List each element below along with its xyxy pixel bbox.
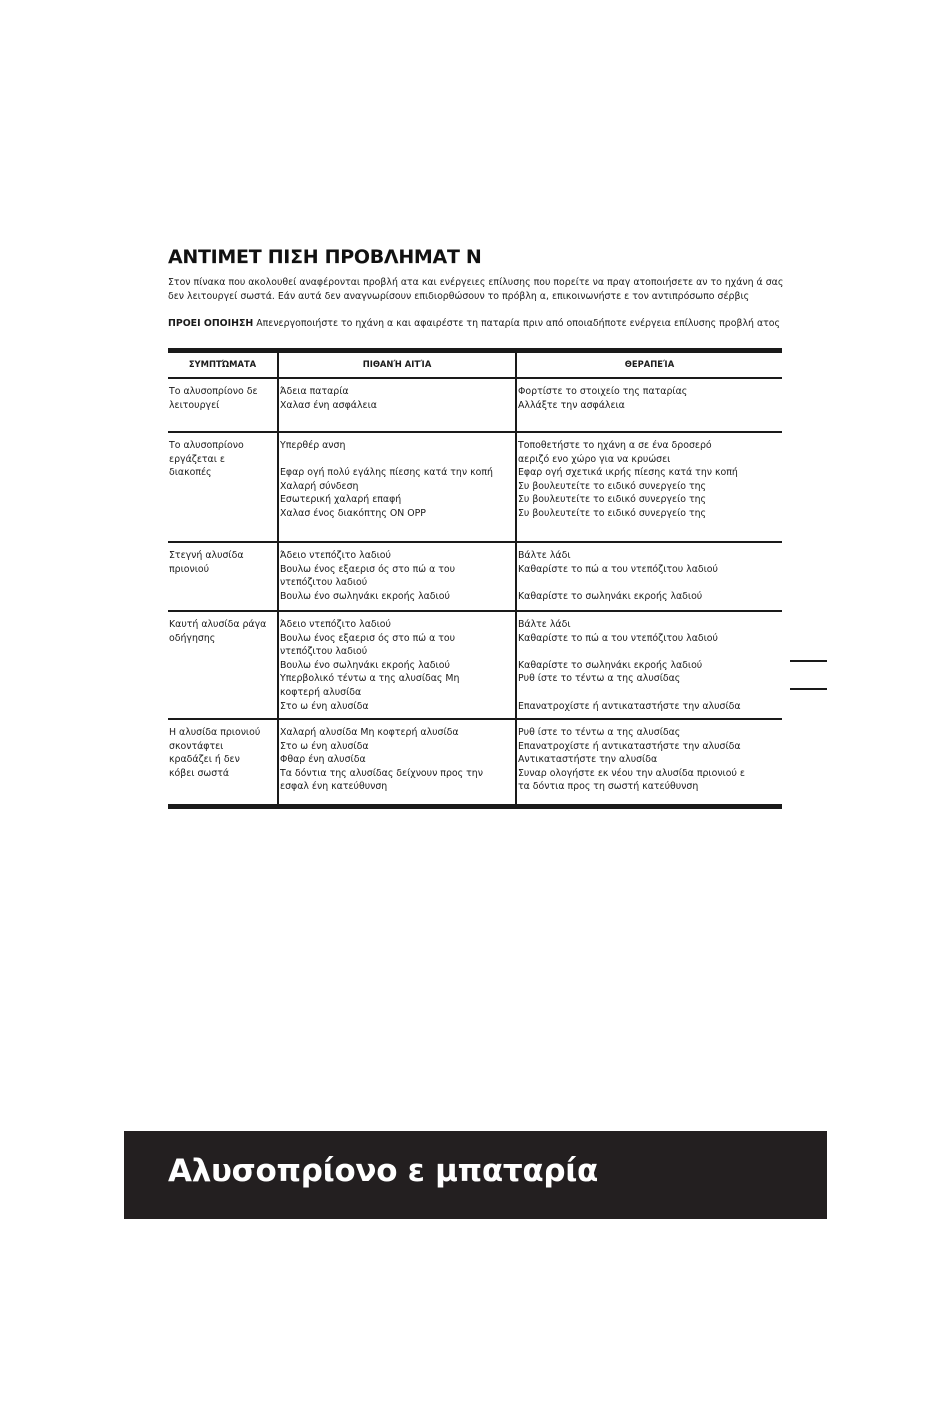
margin-marker-line [790,688,827,690]
table-row [168,432,782,542]
footer-banner [124,1131,827,1219]
table-row [168,542,782,611]
remedy-cell: Ρυθ ίστε το τέντω α της αλυσίδας Επανατροχίστε ή αντικαταστήστε την αλυσίδα Αντικαταστήστε την αλυσίδα Συναρ ολογήστε εκ νέου την αλυσίδα πριονιού ε τα δόντια προς τη σωστή κατεύθυνση [516,719,782,807]
page-title: ΑΝΤΙΜΕΤ ΠΙΣΗ ΠΡΟΒΛΗΜΑΤ Ν [168,246,482,268]
header-symptoms: ΣΥΜΠΤΏΜΑΤΑ [168,351,278,379]
symptom-cell: Η αλυσίδα πριονιού σκοντάφτει κραδάζει ή δεν κόβει σωστά [169,727,261,779]
remedy-cell: Φορτίστε το στοιχείο της παταρίας Αλλάξτε την ασφάλεια [516,378,782,432]
cause-cell: Υπερθέρ ανση Εφαρ ογή πολύ εγάλης πίεσης κατά την κοπή Χαλαρή σύνδεση Εσωτερική χαλαρή επαφή Χαλασ ένος διακόπτης ON OPP [278,432,516,542]
symptom-cell: Το αλυσοπρίονο εργάζεται ε διακοπές [168,432,278,542]
table-row [168,719,782,807]
warning-paragraph [168,317,786,331]
remedy-cell: Βάλτε λάδι Καθαρίστε το πώ α του ντεπόζιτου λαδιού Καθαρίστε το σωληνάκι εκροής λαδιού [516,542,782,611]
footer-title: Αλυσοπρίονο ε μπαταρία [168,1153,599,1189]
remedy-cell: Τοποθετήστε το ηχάνη α σε ένα δροσερό αεριζό ενο χώρο για να κρυώσει Εφαρ ογή σχετικά ικρής πίεσης κατά την κοπή Συ βουλευτείτε το ειδικό συνεργείο της Συ βουλευτείτε το ειδικό συνεργείο της Συ βουλευτείτε το ειδικό συνεργείο της [516,432,782,542]
troubleshooting-table [168,348,782,809]
remedy-cell: Βάλτε λάδι Καθαρίστε το πώ α του ντεπόζιτου λαδιού Καθαρίστε το σωληνάκι εκροής λαδιού Ρυθ ίστε το τέντω α της αλυσίδας Επανατροχίστε ή αντικαταστήστε την αλυσίδα [516,611,782,719]
cause-cell: Άδειο ντεπόζιτο λαδιού Βουλω ένος εξαερισ ός στο πώ α του ντεπόζιτου λαδιού Βουλω ένο σωληνάκι εκροής λαδιού [278,542,516,611]
table-row [168,611,782,719]
cause-cell: Άδεια παταρία Χαλασ ένη ασφάλεια [278,378,516,432]
cause-cell: Χαλαρή αλυσίδα Μη κοφτερή αλυσίδα Στο ω ένη αλυσίδα Φθαρ ένη αλυσίδα Τα δόντια της αλυσίδας δείχνουν προς την εσφαλ ένη κατεύθυνση [278,719,516,807]
margin-marker-line [790,660,827,662]
warning-label: ΠΡΟΕΙ ΟΠΟΙΗΣΗ [168,318,254,329]
header-remedy: ΘΕΡΑΠΕΊΑ [516,351,782,379]
table-header-row [168,351,782,379]
table-row [168,378,782,432]
cause-cell: Άδειο ντεπόζιτο λαδιού Βουλω ένος εξαερισ ός στο πώ α του ντεπόζιτου λαδιού Βουλω ένο σωληνάκι εκροής λαδιού Υπερβολικό τέντω α της αλυσίδας Μη κοφτερή αλυσίδα Στο ω ένη αλυσίδα [278,611,516,719]
symptom-cell: Το αλυσοπρίονο δε λειτουργεί [168,378,278,432]
symptom-cell: Καυτή αλυσίδα ράγα οδήγησης [168,611,278,719]
symptom-cell: Στεγνή αλυσίδα πριονιού [168,542,278,611]
warning-text: Απενεργοποιήστε το ηχάνη α και αφαιρέστε τη παταρία πριν από οποιαδήποτε ενέργεια επίλυσης προβλή ατος [253,318,781,329]
header-cause: ΠΙΘΑΝΉ ΑΙΤΊΑ [278,351,516,379]
intro-paragraph: Στον πίνακα που ακολουθεί αναφέρονται προβλή ατα και ενέργειες επίλυσης που πορείτε να πραγ ατοποιήσετε αν το ηχάνη ά σας δεν λειτουργεί σωστά. Εάν αυτά δεν αναγνωρίσουν επιδιορθώσουν το πρόβλη α, επικοινωνήστε ε τον αντιπρόσωπο σέρβις [168,277,784,302]
